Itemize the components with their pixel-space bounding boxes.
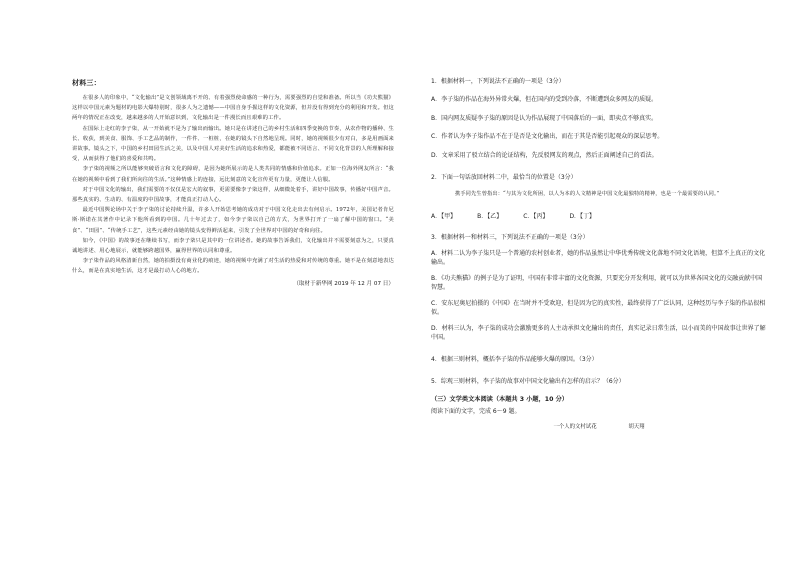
paragraph: 在国际上走红的李子柒，从一开始就不是为了输出而输出。她只是在讲述自己的乡村生活和四季变换的节奏，从农作物的播种、生长、收获，到美食、服饰、手工艺品的制作，一件件、一桩桩，在她的镜头下自然地呈现。同时，她的视频很少有对白，多是用画面来讲故事。镜头之下，中国的乡村田园生活之美，以及中国人对美好生活的追求和热爱，都能被不同语言、不同文化背景的人所理解和接受，从而获得了他们的喜爱和共鸣。 [72,125,394,163]
question-1-option-c: C．作者认为李子柒作品不在于是否是文化输出，而在于其是否能引起观众的深层思考。 [431,133,664,140]
choice-b: B．【乙】 [477,213,503,220]
paragraph: 如今，《中国》的故事还在继续书写，而李子柒只是其中的一位讲述者。她的故事告诉我们，文化输出并不需要刻意为之，只要真诚地讲述、用心地展示，就能够跨越国界，赢得世界的认同和尊重。 [72,237,394,255]
material-three-column [72,78,394,287]
question-1-option-a: A．李子柒的作品在海外异常火爆，但在国内的受到冷落，不断遭到众多网友的质疑。 [431,96,658,103]
paragraph: 在很多人的印象中，“文化输出”是文创领域离不开的、有着强烈使命感的一种行为，需要强烈的自觉和准备。所以当《功夫熊猫》这样以中国元素为题材的电影大爆特别时，很多人为之遗憾——中国自身手握这样的文化资源，但并没有得到充分的利用和开发。但这两年的情况正在改变，越来越多的人开始意识到，文化输出是一件漫长而且艰难的工作。 [72,95,394,122]
story-title-line [431,422,767,430]
question-2: 2．下面一句话放回材料二中，最恰当的位置是（3分） [431,174,577,181]
paragraph: 李子柒作品的风格清新自然，她的拍摄没有商业化的痕迹，她的视频中充满了对生活的热爱和对传统的尊重。她不是在刻意地表达什么，而是在真实地生活，这才是最打动人心的地方。 [72,258,394,275]
question-3-option-d: D．材料三认为，李子柒的成功会激励更多的人主动承担文化输出的责任，真实记录日常生活，以小而美的中国故事让世界了解中国。 [431,325,766,341]
story-title: 一个人的文村试花 [553,424,597,430]
question-1: 1．根据材料一，下列说法不正确的一项是（3分） [431,78,565,85]
choice-c: C．【丙】 [523,213,549,220]
section-heading: （三）文学类文本阅读（本题共 3 小题，10 分） [431,396,568,403]
section-intro: 阅读下面的文字，完成 6～9 题。 [431,408,521,415]
source-citation: （取材于新华网 2019 年 12 月 07 日） [293,280,394,287]
question-3: 3．根据材料一和材料三，下列说法不正确的一项是（3分） [431,234,589,241]
paragraph: 李子柒的视频之所以能够突破语言和文化的障碍，是因为她所展示的是人类共同的情感和价值追求。正如一位海外网友所言：“我在她的视频中看到了我们所向往的生活。”这种情感上的连接，远比刻意的文化宣传更有力量，更能让人信服。 [72,166,394,183]
question-4: 4．根据三则材料，概括李子柒的作品能够火爆的原因。（3分） [431,356,598,363]
paragraph: 对于中国文化的输出，我们需要的不仅仅是宏大的叙事，更需要像李子柒这样，从细微处着手，讲好中国故事，传播好中国声音。那些真实的、生动的、有温度的中国故事，才能真正打动人心。 [72,186,394,204]
question-3-option-b: B．《功夫熊猫》的例子是为了证明，中国有非常丰富的文化资源，只要充分开发利用，就可以为世界各国文化的交融贡献中国智慧。 [431,275,763,291]
paragraph: 最近中国舆论场中关于李子柒的讨论持续升温，许多人开始思考她的成功对于中国文化走出去有何启示。1972年，美国记者肯尼斯·斯诺在其著作中记录下他所看到的中国。几十年过去了，如今李子柒以自己的方式，为世界打开了一扇了解中国的窗口。“美食”、“田园”、“传统手工艺”，这些元素经由她的镜头变得鲜活起来，引发了全世界对中国的好奇和向往。 [72,207,394,234]
question-1-option-d: D．文章采用了驳立结合的论证结构，先反驳网友的观点，然后正面阐述自己的看法。 [431,151,658,159]
choice-a: A．【甲】 [431,213,457,220]
choice-d: D．【丁】 [569,213,596,220]
question-2-choices [431,211,767,220]
question-1-option-b: B．国内网友质疑李子柒的原因是认为作品展现了中国落后的一面，即卖点不够真实。 [431,114,658,122]
questions-column [431,78,767,430]
question-3-option-a: A．材料二认为李子柒只是一个普通的农村创业者，她的作品虽然让中华优秀传统文化落地不同文化语境，但算不上真正的文化输出。 [431,250,766,266]
question-3-option-c: C．安东尼奥尼拍摄的《中国》在当时并不受欢迎，但是因为它的真实性，最终获得了广泛认同，这种经历与李子柒的作品很相似。 [431,300,766,316]
material-heading: 材料三： [72,79,101,87]
story-author: 胡天翔 [628,424,645,430]
question-2-quote: 携手同先生曾指出：“与其为文化所困，以人为本的人文精神是中国文化最独特的精神，也是一个最需要的认同。” [455,191,720,197]
question-5: 5．综观三则材料，李子柒的故事对中国文化输出有怎样的启示？（6分） [431,378,625,385]
